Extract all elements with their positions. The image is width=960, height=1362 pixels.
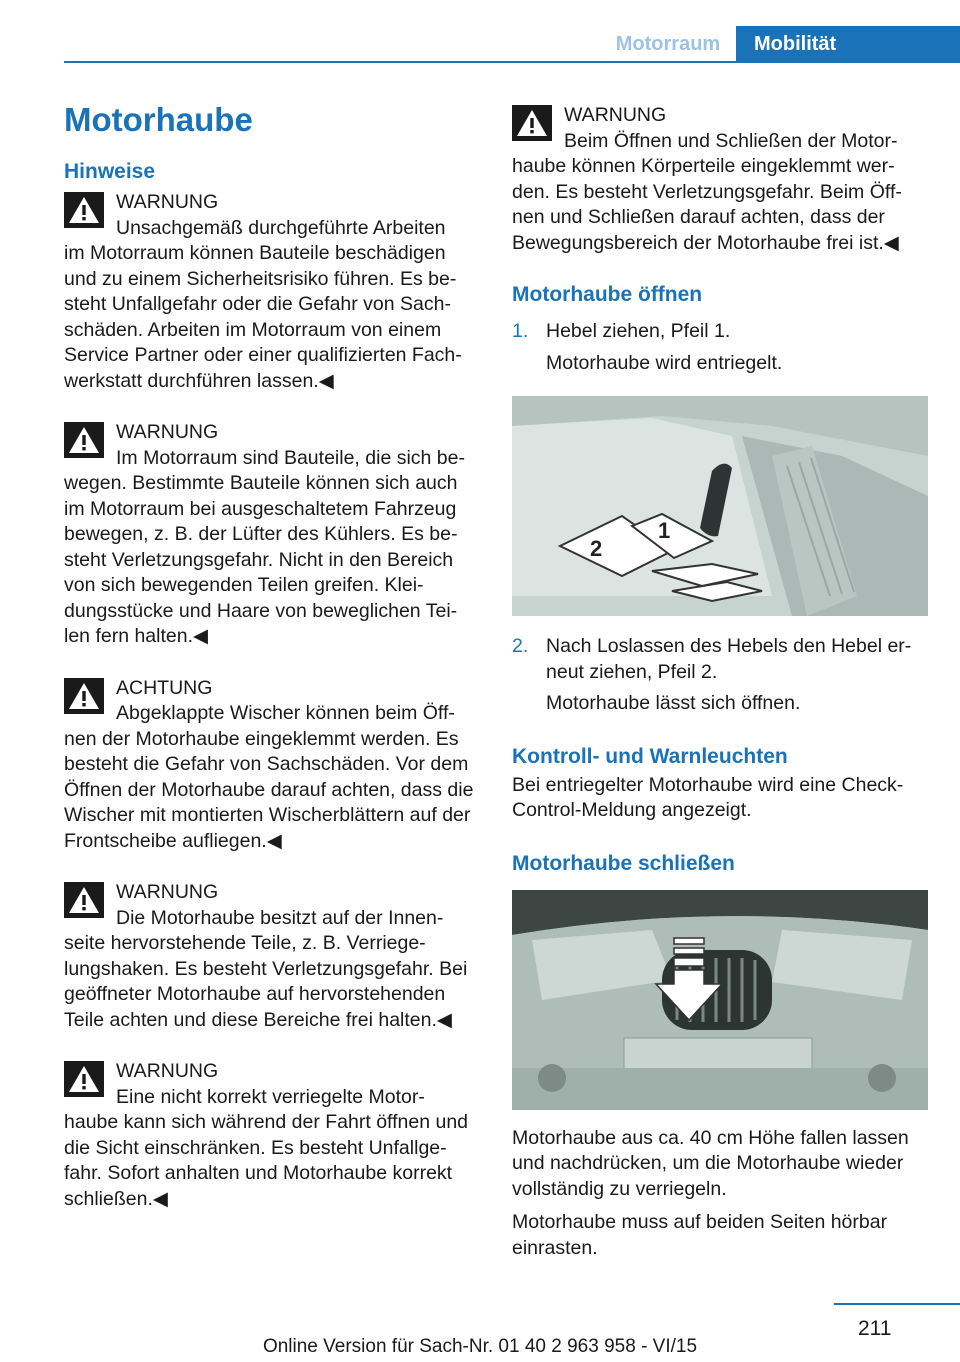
tab-motorraum[interactable]: Motorraum [615,33,721,55]
warning-triangle-icon [64,192,104,228]
section-heading-warning-lights: Kontroll- und Warnleuchten [512,744,788,768]
footer-version-text: Online Version für Sach-Nr. 01 40 2 963 958 - VI/15 [262,1336,698,1357]
tab-mobilitaet[interactable]: Mobilität [736,26,960,63]
warning-label: WARNUNG [116,881,219,903]
warning-triangle-icon [512,105,552,141]
warning-label: WARNUNG [116,421,219,443]
warning-text-first: Beim Öffnen und Schließen der Motor‐ [564,129,898,152]
step-number: 1. [512,320,529,342]
warning-triangle-icon [64,678,104,714]
warning-block-5 [512,103,928,256]
open-steps-list-2 [512,634,928,717]
section-heading-hinweise: Hinweise [64,160,156,183]
warning-block-3 [64,880,480,1033]
list-item [512,319,928,376]
warning-label: WARNUNG [116,191,219,213]
close-note-text: Motorhaube muss auf beiden Seiten hörbar einrasten. [512,1211,888,1259]
caution-label: ACHTUNG [116,676,213,699]
warning-block-2 [64,420,480,650]
step-number: 2. [512,635,529,657]
warning-triangle-icon [64,1061,104,1097]
step-subtext: Motorhaube lässt sich öffnen. [546,692,801,714]
warning-lights-text: Bei entriegelter Motorhaube wird eine Check-Control-Meldung angezeigt. [512,773,904,821]
caution-block [64,676,480,855]
warning-text: nen der Motorhaube eingeklemmt werden. Es besteht die Gefahr von Sachschäden. Vor dem Öffnen der Motorhaube darauf achten, dass die Wischer mit montierten Wischerblättern auf der Frontscheibe aufliegen.◀ [64,727,474,852]
warning-triangle-icon [64,882,104,918]
section-heading-open: Motorhaube öffnen [512,283,703,306]
warning-text-first: Unsachgemäß durchgeführte Arbeiten [116,216,446,239]
warning-text-first: Eine nicht korrekt verriegelte Motor‐ [116,1085,425,1108]
illustration-hood-release-lever [512,396,928,616]
arrow-label-1: 1 [658,518,671,543]
warning-text: seite hervorstehende Teile, z. B. Verriege‐ lungshaken. Es besteht Verletzungsgefahr. Bei geöffneter Motorhaube auf hervorstehenden Teile achten und diese Bereiche frei halten.◀ [64,932,468,1031]
warning-text-first: Im Motorraum sind Bauteile, die sich be‐ [116,446,465,469]
step-subtext: Motorhaube wird entriegelt. [546,351,783,374]
right-column [512,100,928,1261]
section-heading-close: Motorhaube schließen [512,851,735,875]
warning-block-4 [64,1059,480,1212]
closing-hood-drawing [512,890,928,1110]
warning-text: haube kann sich während der Fahrt öffnen und die Sicht einschränken. Es besteht Unfallge‐ fahr. Sofort anhalten und Motorhaube korrekt schließen.◀ [64,1111,469,1210]
arrow-label-2: 2 [590,536,603,561]
page-number: 211 [858,1317,892,1340]
warning-label: WARNUNG [564,104,667,126]
left-column [64,100,480,1212]
footer-rule [834,1303,960,1305]
open-steps-list [512,319,928,376]
warning-triangle-icon [64,422,104,458]
warning-label: WARNUNG [116,1060,219,1082]
warning-text: im Motorraum können Bauteile beschädigen und zu einem Sicherheitsrisiko führen. Es besteht Unfallgefahr oder die Gefahr von Sachschäden. Arbeiten im Motorraum von einem Service Partner oder einer qualifizierten Fachwerkstatt durchführen lassen.◀ [64,242,462,392]
list-item [512,634,928,717]
page-title: Motorhaube [64,101,253,138]
warning-block-1 [64,190,480,394]
hood-release-lever-drawing [512,396,928,616]
step-text: Nach Loslassen des Hebels den Hebel er‐ neut ziehen, Pfeil 2. [546,635,912,683]
warning-text: haube können Körperteile eingeklemmt wer‐ den. Es besteht Verletzungsgefahr. Beim Öff‐ nen und Schließen darauf achten, dass der Bewegungsbereich der Motorhaube frei ist.◀ [512,155,902,254]
warning-text-first: Die Motorhaube besitzt auf der Innen‐ [116,906,444,929]
close-instruction-text: Motorhaube aus ca. 40 cm Höhe fallen lassen und nachdrücken, um die Motorhaube wieder vollständig zu verriegeln. [512,1126,909,1200]
header-rule [64,61,960,63]
step-text: Hebel ziehen, Pfeil 1. [546,320,731,342]
illustration-closing-hood [512,890,928,1110]
warning-text: wegen. Bestimmte Bauteile können sich auch im Motorraum bei ausgeschaltetem Fahrzeug bewegen, z. B. der Lüfter des Kühlers. Es be‐ steht Verletzungsgefahr. Nicht in den Bereich von sich bewegenden Teilen greifen. Klei‐ dungsstücke und Haare von beweglichen Tei‐ len fern halten.◀ [64,472,458,647]
warning-text-first: Abgeklappte Wischer können beim Öff‐ [116,702,455,724]
